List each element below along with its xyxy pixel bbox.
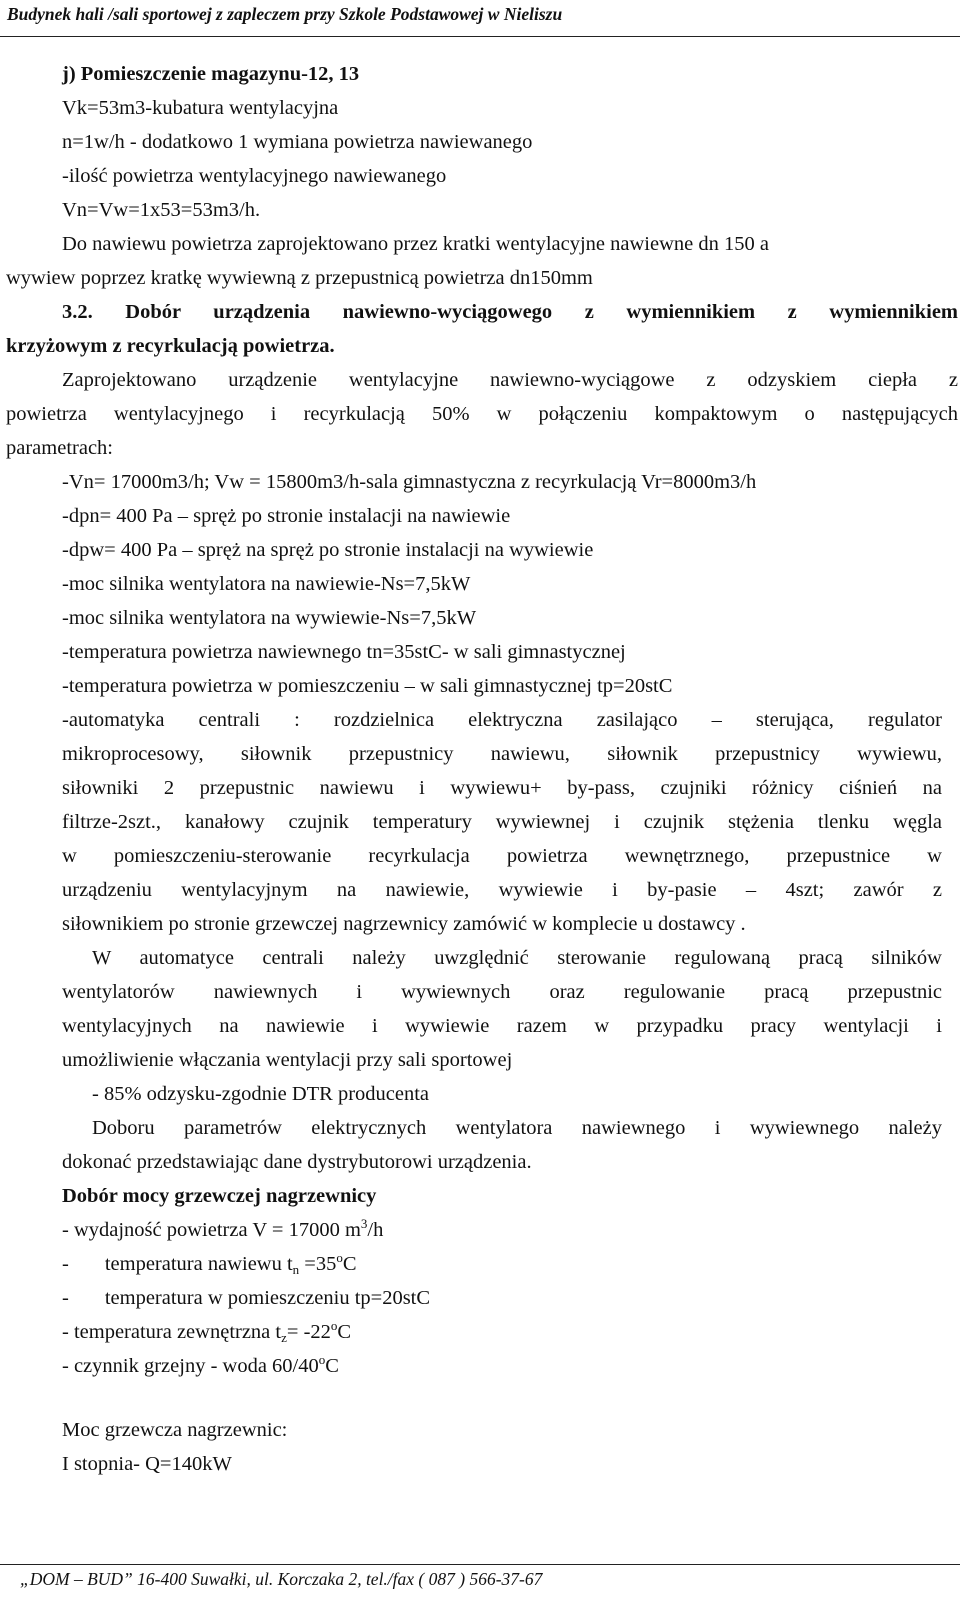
unit-text: C: [325, 1355, 339, 1377]
heater-heading: Dobór mocy grzewczej nagrzewnicy: [62, 1185, 377, 1207]
supply-temp-text: temperatura nawiewu t: [104, 1253, 293, 1275]
heater-line-outdoor-temp: [62, 1320, 351, 1344]
intro-line: Zaprojektowano urządzenie wentylacyjne nawiewno-wyciągowe z odzyskiem ciepła z: [62, 369, 958, 391]
parameter-line: -temperatura powietrza nawiewnego tn=35stC- w sali gimnastycznej: [62, 641, 626, 663]
automation-line: siłowniki 2 przepustnic nawiewu i wywiewu+ by-pass, czujniki różnicy ciśnień na: [62, 777, 942, 799]
unit-text: /h: [367, 1219, 384, 1241]
header-title: Budynek hali /sali sportowej z zapleczem przy Szkole Podstawowej w Nieliszu: [7, 4, 563, 24]
automation-line: siłownikiem po stronie grzewczej nagrzewnicy zamówić w komplecie u dostawcy .: [62, 913, 746, 935]
section-j-line: wywiew poprzez kratkę wywiewną z przepustnicą powietrza dn150mm: [6, 267, 593, 289]
parameter-line: -Vn= 17000m3/h; Vw = 15800m3/h-sala gimnastyczna z recyrkulacją Vr=8000m3/h: [62, 471, 757, 493]
automation-note-line: umożliwienie włączania wentylacji przy sali sportowej: [62, 1049, 513, 1071]
subscript: n: [292, 1262, 300, 1277]
heater-line-supply-temp: [62, 1252, 357, 1276]
parameter-line: -temperatura powietrza w pomieszczeniu – w sali gimnastycznej tp=20stC: [62, 675, 673, 697]
airflow-text: - wydajność powietrza V = 17000 m: [62, 1219, 361, 1241]
value-text: = -22: [286, 1321, 331, 1343]
parameter-line: -dpw= 400 Pa – spręż na spręż po stronie instalacji na wywiewie: [62, 539, 594, 561]
intro-line: powietrza wentylacyjnego i recyrkulacją 50% w połączeniu kompaktowym o następujących: [6, 403, 958, 425]
page-header: [0, 0, 960, 37]
outdoor-temp-text: - temperatura zewnętrzna t: [62, 1321, 282, 1343]
heater-line-room-temp: [62, 1286, 430, 1310]
electrical-line: dokonać przedstawiając dane dystrybutorowi urządzenia.: [62, 1151, 532, 1173]
automation-line: urządzeniu wentylacyjnym na nawiewie, wywiewie i by-pasie – 4szt; zawór z: [62, 879, 942, 901]
subscript: z: [281, 1330, 287, 1345]
heater-line-medium: [62, 1354, 339, 1378]
degree-superscript: o: [330, 1318, 338, 1333]
page-footer: [0, 1564, 960, 1601]
parameter-line: -dpn= 400 Pa – spręż po stronie instalacji na nawiewie: [62, 505, 511, 527]
automation-line: w pomieszczeniu-sterowanie recyrkulacja powietrza wewnętrznego, przepustnice w: [62, 845, 942, 867]
unit-text: C: [342, 1253, 357, 1275]
automation-line: mikroprocesowy, siłownik przepustnicy nawiewu, siłownik przepustnicy wywiewu,: [62, 743, 942, 765]
dash: -: [62, 1287, 69, 1309]
automation-line: -automatyka centrali : rozdzielnica elektryczna zasilająco – sterująca, regulator: [62, 709, 942, 731]
automation-note-line: W automatyce centrali należy uwzględnić sterowanie regulowaną pracą silników: [92, 947, 942, 969]
value-text: =35: [299, 1253, 337, 1275]
degree-superscript: o: [318, 1352, 326, 1367]
parameter-line: -moc silnika wentylatora na nawiewie-Ns=7,5kW: [62, 573, 471, 595]
section-j-heading: j) Pomieszczenie magazynu-12, 13: [62, 63, 360, 85]
automation-note-line: wentylacyjnych na nawiewie i wywiewie razem w przypadku pracy wentylacji i: [62, 1015, 942, 1037]
medium-text: - czynnik grzejny - woda 60/40: [62, 1355, 319, 1377]
superscript: 3: [360, 1216, 368, 1231]
section-32-heading: 3.2. Dobór urządzenia nawiewno-wyciągowego z wymiennikiem z wymiennikiem: [62, 301, 958, 323]
intro-line: parametrach:: [6, 437, 113, 459]
heating-power-label: Moc grzewcza nagrzewnic:: [62, 1419, 288, 1441]
parameter-line: -moc silnika wentylatora na wywiewie-Ns=7,5kW: [62, 607, 477, 629]
automation-note-line: wentylatorów nawiewnych i wywiewnych oraz regulowanie pracą przepustnic: [62, 981, 942, 1003]
electrical-line: Doboru parametrów elektrycznych wentylatora nawiewnego i wywiewnego należy: [92, 1117, 942, 1139]
footer-text: „DOM – BUD” 16-400 Suwałki, ul. Korczaka 2, tel./fax ( 087 ) 566-37-67: [20, 1569, 543, 1589]
recovery-line: - 85% odzysku-zgodnie DTR producenta: [92, 1083, 430, 1105]
section-32-heading-cont: krzyżowym z recyrkulacją powietrza.: [6, 335, 335, 357]
unit-text: C: [337, 1321, 352, 1343]
degree-superscript: o: [336, 1250, 343, 1265]
section-j-line: -ilość powietrza wentylacyjnego nawiewanego: [62, 165, 447, 187]
section-j-line: Do nawiewu powietrza zaprojektowano przez kratki wentylacyjne nawiewne dn 150 a: [62, 233, 769, 255]
heater-line-airflow: [62, 1218, 383, 1242]
dash: -: [62, 1253, 69, 1275]
automation-line: filtrze-2szt., kanałowy czujnik temperatury wywiewnej i czujnik stężenia tlenku węgla: [62, 811, 942, 833]
heating-power-value: I stopnia- Q=140kW: [62, 1453, 232, 1475]
section-j-line: Vn=Vw=1x53=53m3/h.: [62, 199, 261, 221]
section-j-line: Vk=53m3-kubatura wentylacyjna: [62, 97, 339, 119]
room-temp-text: temperatura w pomieszczeniu tp=20stC: [104, 1287, 431, 1309]
section-j-line: n=1w/h - dodatkowo 1 wymiana powietrza nawiewanego: [62, 131, 533, 153]
